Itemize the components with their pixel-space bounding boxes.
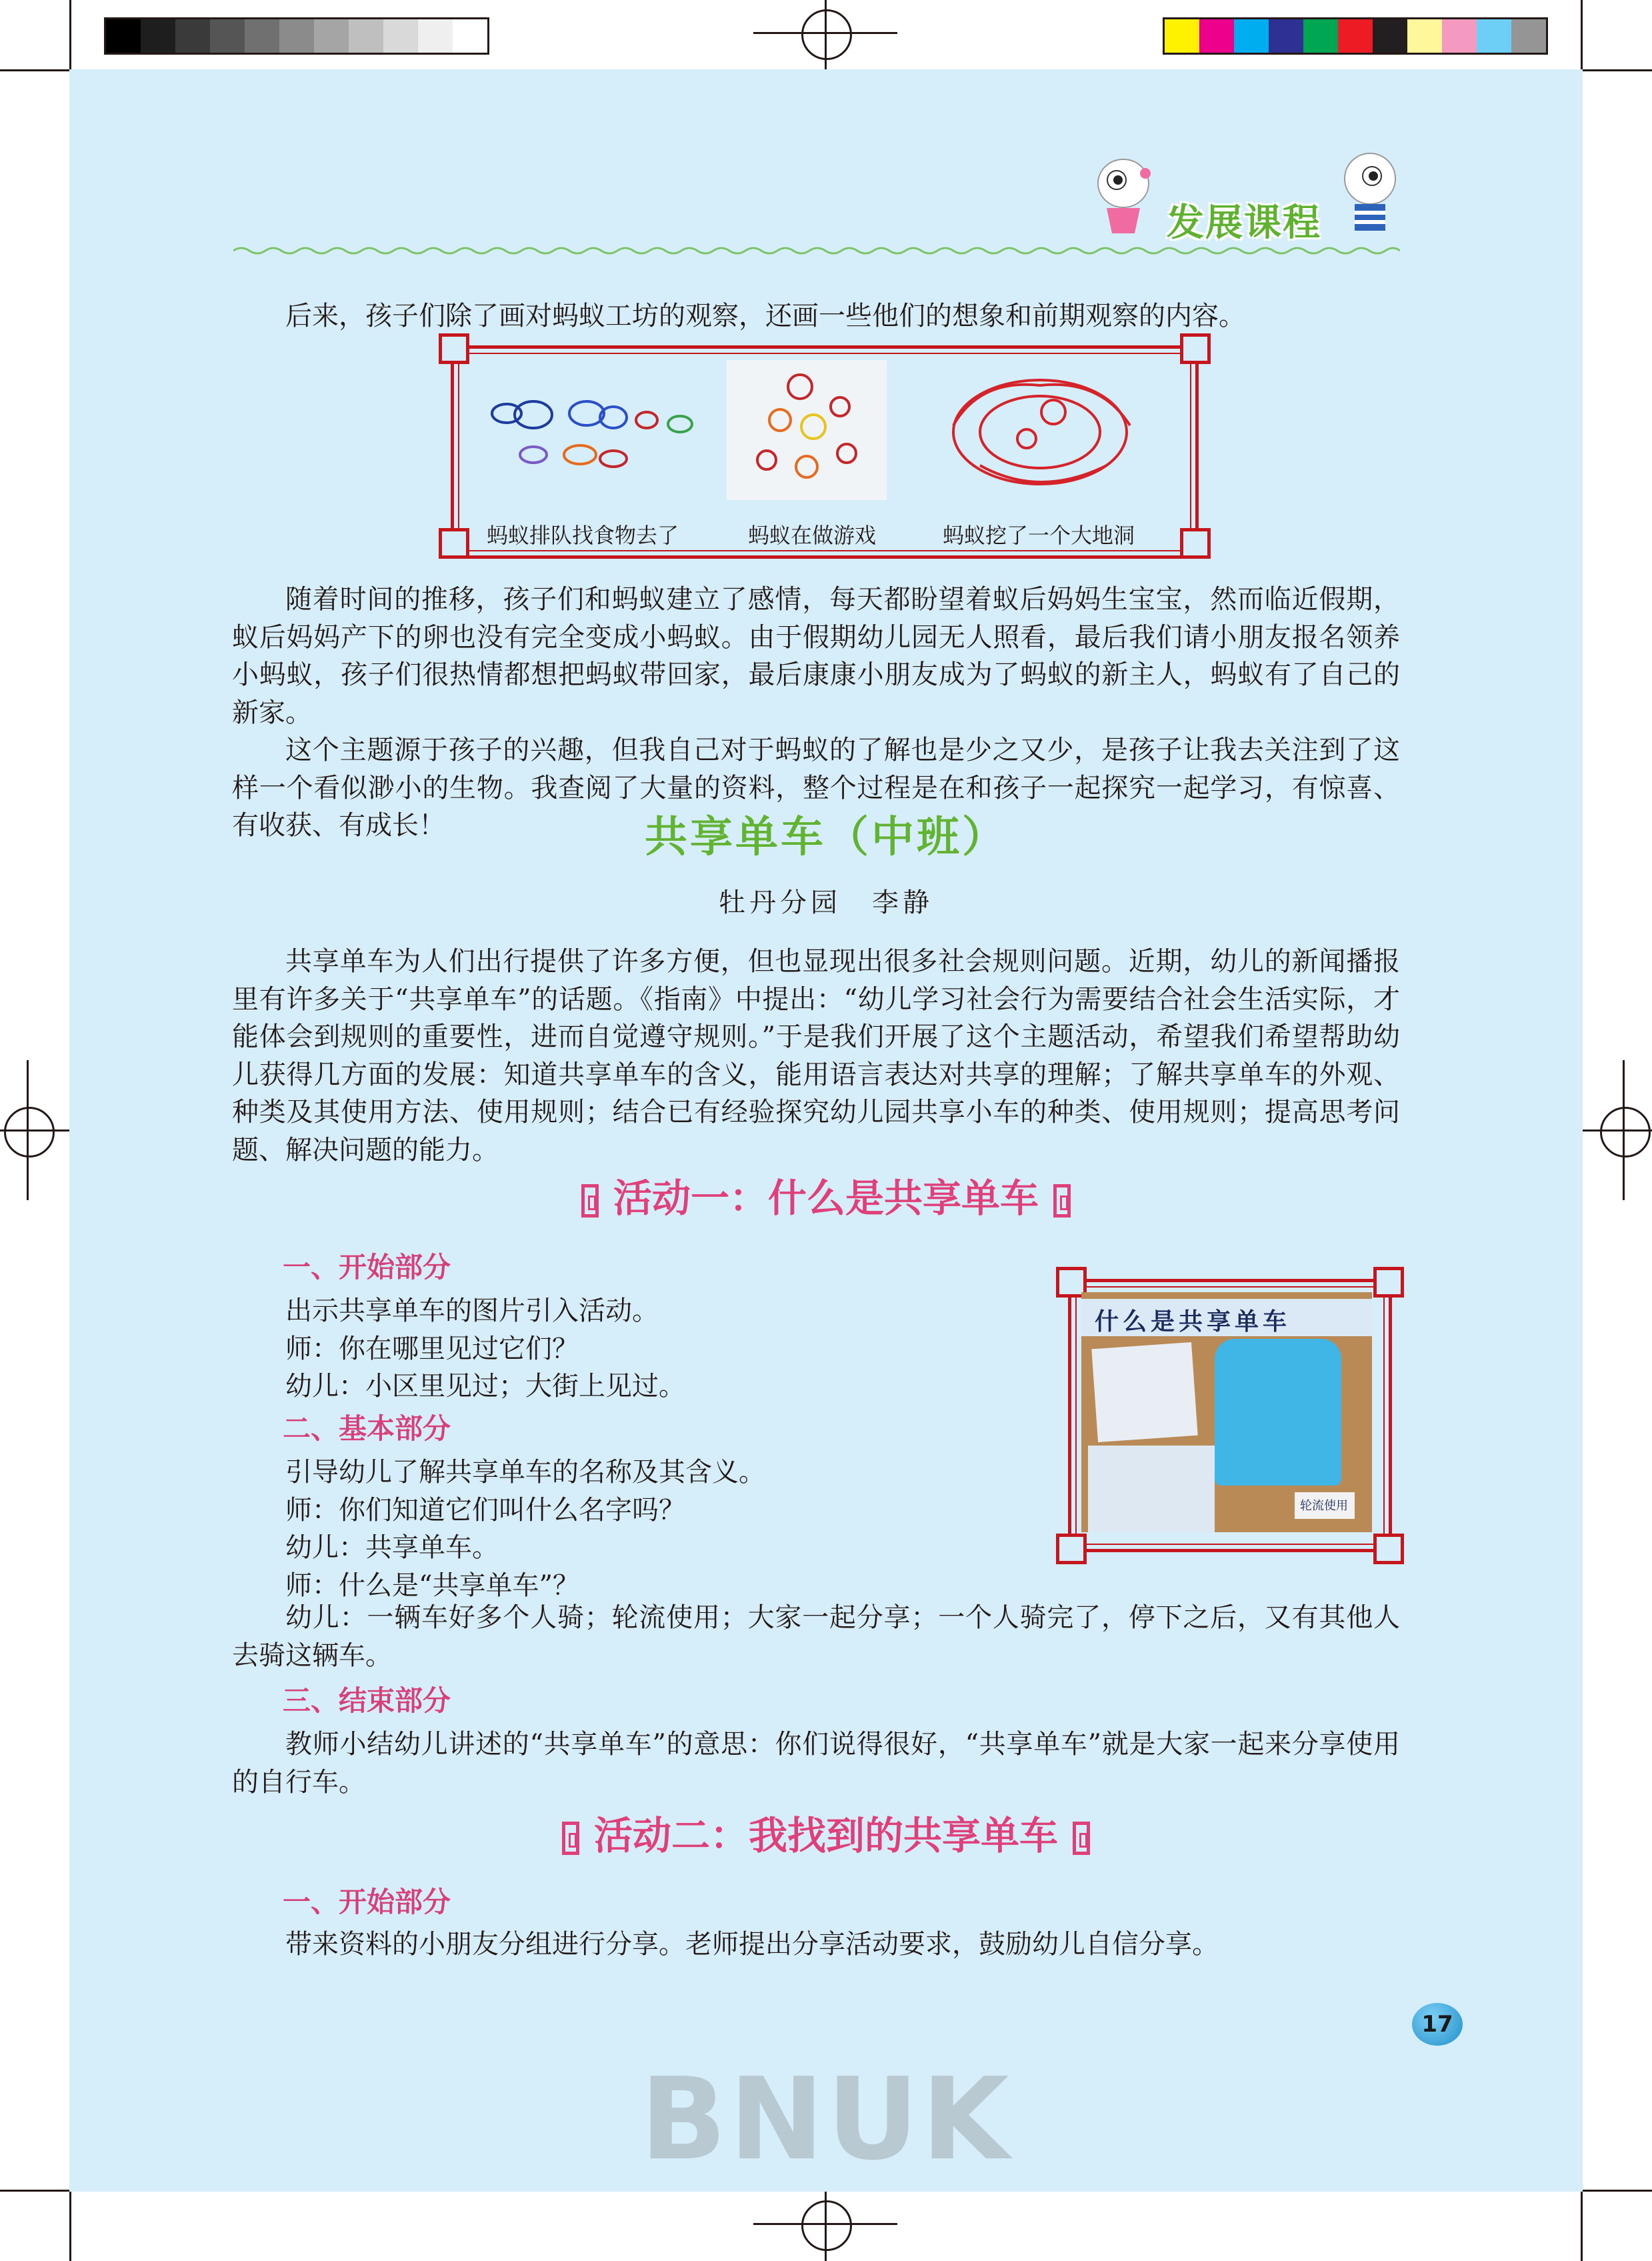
paragraph: 这个主题源于孩子的兴趣，但我自己对于蚂蚁的了解也是少之又少，是孩子让我去关注到了这样一个看似渺小的生物。我查阅了大量的资料，整个过程是在和孩子一起探究一起学习，有惊喜、有收获、有成长！ — [232, 735, 1400, 841]
bracket-ornament-right-icon — [1053, 1184, 1071, 1218]
activity1-section2-heading: 二、基本部分 — [283, 1412, 451, 1445]
watermark: BNUK — [640, 2054, 1012, 2186]
header-wave-divider — [233, 244, 1400, 257]
activity-photo — [1081, 1292, 1372, 1532]
photo-small-label: 轮流使用 — [1300, 1499, 1348, 1513]
activity2-section1-line: 带来资料的小朋友分组进行分享。老师提出分享活动要求，鼓励幼儿自信分享。 — [285, 1929, 1219, 1960]
mascot-girl-icon — [1087, 153, 1160, 240]
drawing-caption-1: 蚂蚁排队找食物去了 — [487, 523, 679, 548]
bracket-ornament-left-icon — [581, 1184, 599, 1218]
drawing-ants-big-hole — [940, 365, 1140, 499]
registration-mark-left — [4, 1107, 55, 1158]
brand-title: 发展课程 — [1167, 201, 1321, 245]
bracket-ornament-left-icon — [562, 1822, 579, 1855]
activity2-title: 活动二：我找到的共享单车 — [69, 1804, 1583, 1860]
activity1-section1-lines: 出示共享单车的图片引入活动。 师：你在哪里见过它们？ 幼儿：小区里见过；大街上见过。 — [285, 1296, 685, 1402]
activity1-section3-paragraph: 教师小结幼儿讲述的“共享单车”的意思：你们说得很好，“共享单车”就是大家一起来分享使用的自行车。 — [232, 1729, 1400, 1798]
activity1-section2-paragraph: 幼儿：一辆车好多个人骑；轮流使用；大家一起分享；一个人骑完了，停下之后，又有其他人去骑这辆车。 — [232, 1602, 1400, 1671]
article-intro: 共享单车为人们出行提供了许多方便，但也显现出很多社会规则问题。近期，幼儿的新闻播报里有许多关于“共享单车”的话题。《指南》中提出：“幼儿学习社会行为需要结合社会生活实际，才能体会到规则的重要性，进而自觉遵守规则。”于是我们开展了这个主题活动，希望我们希望帮助幼儿获得几方面的发展：知道共享单车的含义，能用语言表达对共享的理解；了解共享单车的外观、种类及其使用方法、使用规则；结合已有经验探究幼儿园共享小车的种类、使用规则；提高思考问题、解决问题的能力。 — [232, 946, 1400, 1166]
drawing-caption-2: 蚂蚁在做游戏 — [748, 523, 877, 548]
article-author: 牡丹分园 李静 — [719, 887, 933, 918]
intro-line: 后来，孩子们除了画对蚂蚁工坊的观察，还画一些他们的想象和前期观察的内容。 — [285, 301, 1245, 331]
article-title: 共享单车（中班） — [645, 813, 1007, 862]
activity1-section3-heading: 三、结束部分 — [283, 1684, 451, 1717]
grayscale-bar — [104, 17, 489, 55]
page-number: 17 — [1412, 2003, 1463, 2046]
bracket-ornament-right-icon — [1073, 1822, 1090, 1855]
paragraph: 随着时间的推移，孩子们和蚂蚁建立了感情，每天都盼望着蚁后妈妈生宝宝，然而临近假期，蚁后妈妈产下的卵也没有完全变成小蚂蚁。由于假期幼儿园无人照看，最后我们请小朋友报名领养小蚂蚁，孩子们很热情都想把蚂蚁带回家，最后康康小朋友成为了蚂蚁的新主人，蚂蚁有了自己的新家。 — [232, 584, 1400, 728]
mascot-boy-icon — [1333, 147, 1407, 240]
activity1-section2-lines: 引导幼儿了解共享单车的名称及其含义。 师：你们知道它们叫什么名字吗？ 幼儿：共享单车。 师：什么是“共享单车”？ — [285, 1457, 765, 1601]
activity1-title: 活动一：什么是共享单车 — [69, 1167, 1583, 1223]
registration-mark-bottom — [801, 2200, 852, 2251]
activity2-section1-heading: 一、开始部分 — [283, 1886, 451, 1918]
drawing-ants-playing — [727, 360, 893, 507]
drawing-caption-3: 蚂蚁挖了一个大地洞 — [943, 523, 1135, 548]
photo-board-title: 什么是共享单车 — [1095, 1308, 1291, 1336]
activity1-section1-heading: 一、开始部分 — [283, 1251, 451, 1284]
registration-mark-right — [1600, 1107, 1651, 1158]
drawing-ants-queue — [480, 380, 720, 487]
color-bar — [1163, 17, 1548, 55]
registration-mark-top — [801, 9, 852, 60]
